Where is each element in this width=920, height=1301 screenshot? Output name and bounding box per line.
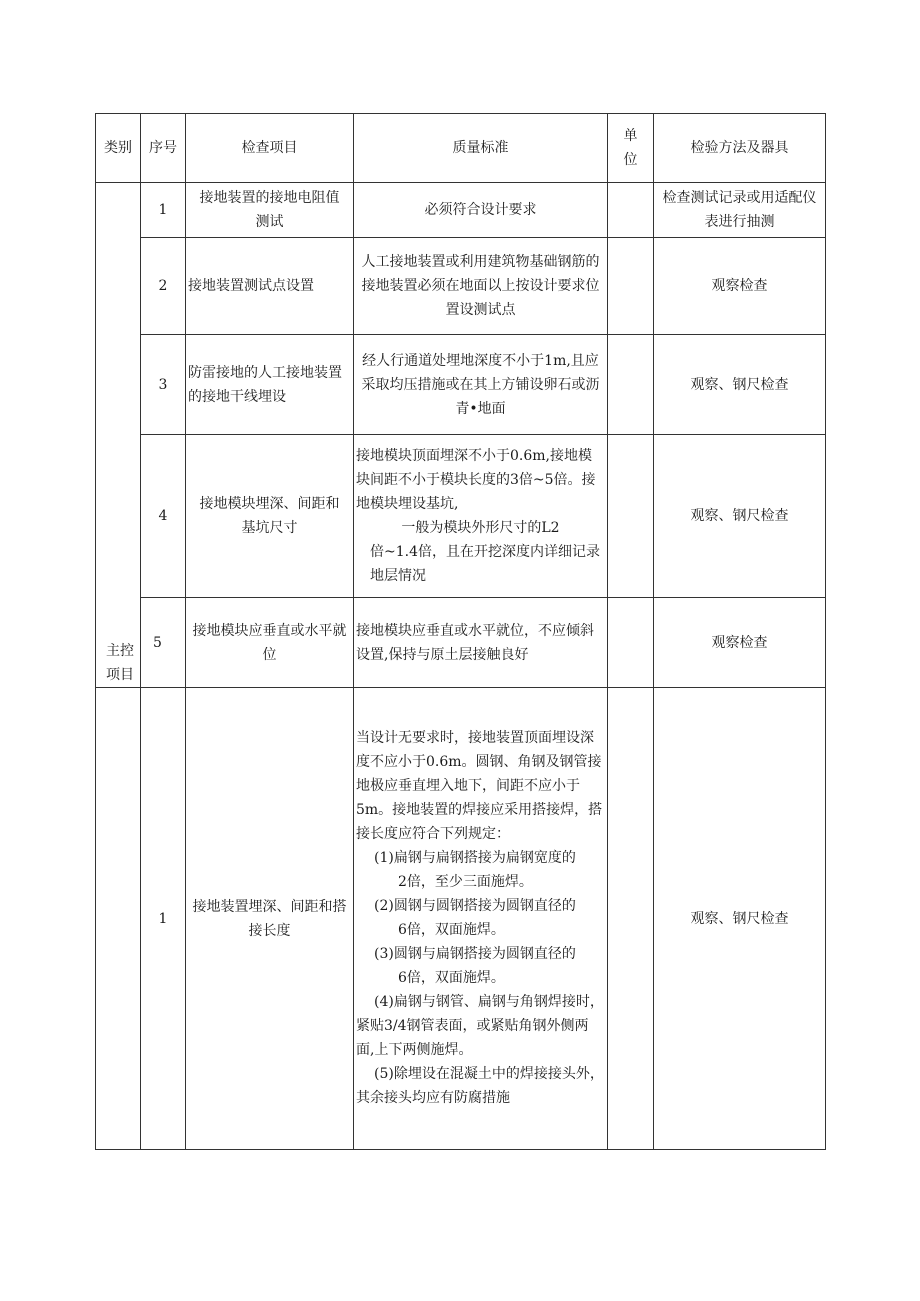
- standard-text: 6倍，双面施焊。: [398, 970, 505, 986]
- row-item: 接地装置的接地电阻值测试: [186, 183, 354, 238]
- row-unit: [608, 688, 654, 1150]
- inspection-table-container: [95, 113, 825, 1150]
- standard-text: 当设计无要求时，接地装置顶面埋设深度不应小于0.6m。圆钢、角钢及钢管接地极应垂直埋入地下，间距不应小于5m。接地装置的焊接应采用搭接焊，搭接长度应符合下列规定：: [356, 730, 603, 842]
- header-category: 类别: [96, 114, 141, 183]
- row-unit: [608, 598, 654, 688]
- row-unit: [608, 238, 654, 335]
- row-standard: [354, 598, 608, 688]
- standard-text: 2倍，至少三面施焊。: [398, 874, 533, 890]
- standard-text: 必须符合设计要求: [424, 202, 537, 218]
- table-row: [96, 688, 826, 1150]
- category-continuation: [96, 688, 141, 1150]
- row-method: 观察检查: [654, 238, 826, 335]
- row-method: 观察检查: [654, 598, 826, 688]
- row-seq: 5: [141, 598, 186, 688]
- standard-text: 接地模块顶面埋深不小于0.6m,接地模块间距不小于模块长度的3倍~5倍。接地模块埋设基坑,: [356, 448, 596, 512]
- table-row: [96, 598, 826, 688]
- standard-text: (1)扁钢与扁钢搭接为扁钢宽度的: [374, 850, 576, 866]
- standard-text: 经人行通道处埋地深度不小于1m,且应采取均压措施或在其上方铺设卵石或沥青•地面: [361, 352, 600, 417]
- standard-text: (5)除埋设在混凝土中的焊接接头外，其余接头均应有防腐措施: [356, 1066, 604, 1106]
- standard-text: 接地模块应垂直或水平就位，不应倾斜设置,保持与原土层接触良好: [356, 622, 594, 663]
- row-seq: 1: [141, 183, 186, 238]
- header-item: 检查项目: [186, 114, 354, 183]
- inspection-table: [95, 113, 826, 1150]
- row-method: 观察、钢尺检查: [654, 688, 826, 1150]
- header-unit: 单位: [608, 114, 654, 183]
- standard-text: 6倍，双面施焊。: [398, 922, 505, 938]
- standard-text: 一般为模块外形尺寸的L2: [401, 520, 560, 536]
- table-row: [96, 335, 826, 435]
- category-label: 主控项目: [106, 643, 134, 683]
- row-unit: [608, 435, 654, 598]
- table-row: [96, 183, 826, 238]
- standard-text: (4)扁钢与钢管、扁钢与角钢焊接时，紧贴3/4钢管表面，或紧贴角钢外侧两面,上下两侧施焊。: [356, 994, 604, 1058]
- row-item: 接地模块埋深、间距和基坑尺寸: [186, 435, 354, 598]
- header-method: 检验方法及器具: [654, 114, 826, 183]
- category-cell: [96, 183, 141, 688]
- header-seq: 序号: [141, 114, 186, 183]
- table-row: [96, 435, 826, 598]
- standard-text: (2)圆钢与圆钢搭接为圆钢直径的: [374, 898, 576, 914]
- row-seq: 3: [141, 335, 186, 435]
- row-standard: [354, 183, 608, 238]
- row-unit: [608, 335, 654, 435]
- standard-text: (3)圆钢与扁钢搭接为圆钢直径的: [374, 946, 576, 962]
- header-row: [96, 114, 826, 183]
- row-method: 观察、钢尺检查: [654, 335, 826, 435]
- row-item: 接地装置埋深、间距和搭接长度: [186, 688, 354, 1150]
- row-seq: 1: [141, 688, 186, 1150]
- row-seq: 2: [141, 238, 186, 335]
- row-standard: [354, 688, 608, 1150]
- row-item: 接地模块应垂直或水平就位: [186, 598, 354, 688]
- header-standard: 质量标准: [354, 114, 608, 183]
- row-seq: 4: [141, 435, 186, 598]
- row-standard: [354, 335, 608, 435]
- row-unit: [608, 183, 654, 238]
- row-item: 防雷接地的人工接地装置的接地干线埋设: [186, 335, 354, 435]
- row-method: 观察、钢尺检查: [654, 435, 826, 598]
- standard-text: 人工接地装置或利用建筑物基础钢筋的接地装置必须在地面以上按设计要求位置设测试点: [361, 254, 600, 318]
- row-standard: [354, 238, 608, 335]
- row-item: 接地装置测试点设置: [186, 238, 354, 335]
- row-method: 检查测试记录或用适配仪表进行抽测: [654, 183, 826, 238]
- table-row: [96, 238, 826, 335]
- row-standard: [354, 435, 608, 598]
- standard-text: 倍~1.4倍，且在开挖深度内详细记录地层情况: [370, 544, 600, 584]
